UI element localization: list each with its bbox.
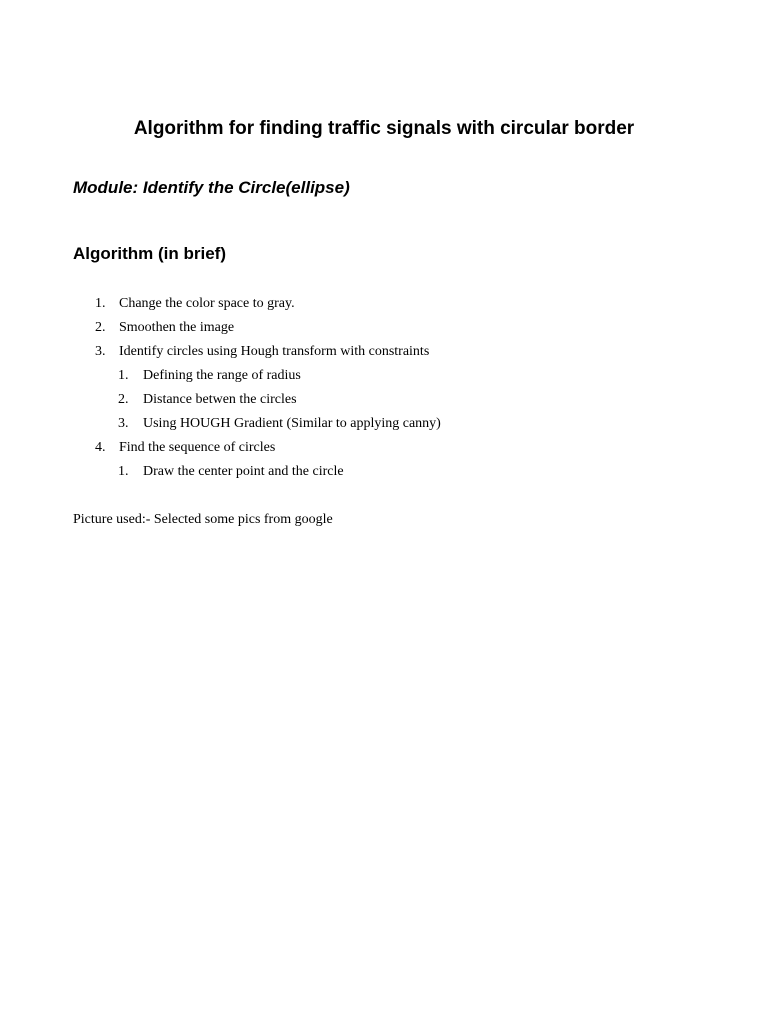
algorithm-heading: Algorithm (in brief) (73, 244, 226, 263)
substep-4-1 (73, 460, 693, 484)
substep-text: Using HOUGH Gradient (Similar to applying canny) (143, 416, 441, 431)
document-title: Algorithm for finding traffic signals with circular border (133, 118, 635, 139)
substep-3-3 (73, 412, 693, 436)
step-text: Find the sequence of circles (119, 440, 276, 455)
substep-text: Distance betwen the circles (143, 392, 297, 407)
substep-3-1 (73, 364, 693, 388)
step-text: Identify circles using Hough transform with constraints (119, 344, 430, 359)
module-heading: Module: Identify the Circle(ellipse) (73, 178, 350, 197)
substep-number: 1. (118, 464, 129, 479)
substep-number: 3. (118, 416, 129, 431)
step-4 (73, 436, 693, 460)
step-number: 1. (95, 296, 106, 311)
step-number: 2. (95, 320, 106, 335)
step-text: Smoothen the image (119, 320, 235, 335)
step-2 (73, 316, 693, 340)
picture-source-note: Picture used:- Selected some pics from google (73, 512, 333, 527)
algorithm-steps-list (73, 292, 693, 484)
substep-text: Defining the range of radius (143, 368, 301, 383)
substep-number: 1. (118, 368, 129, 383)
substep-3-2 (73, 388, 693, 412)
substep-text: Draw the center point and the circle (143, 464, 344, 479)
step-number: 3. (95, 344, 106, 359)
step-number: 4. (95, 440, 106, 455)
substep-number: 2. (118, 392, 129, 407)
step-text: Change the color space to gray. (119, 296, 295, 311)
step-3 (73, 340, 693, 364)
step-1 (73, 292, 693, 316)
